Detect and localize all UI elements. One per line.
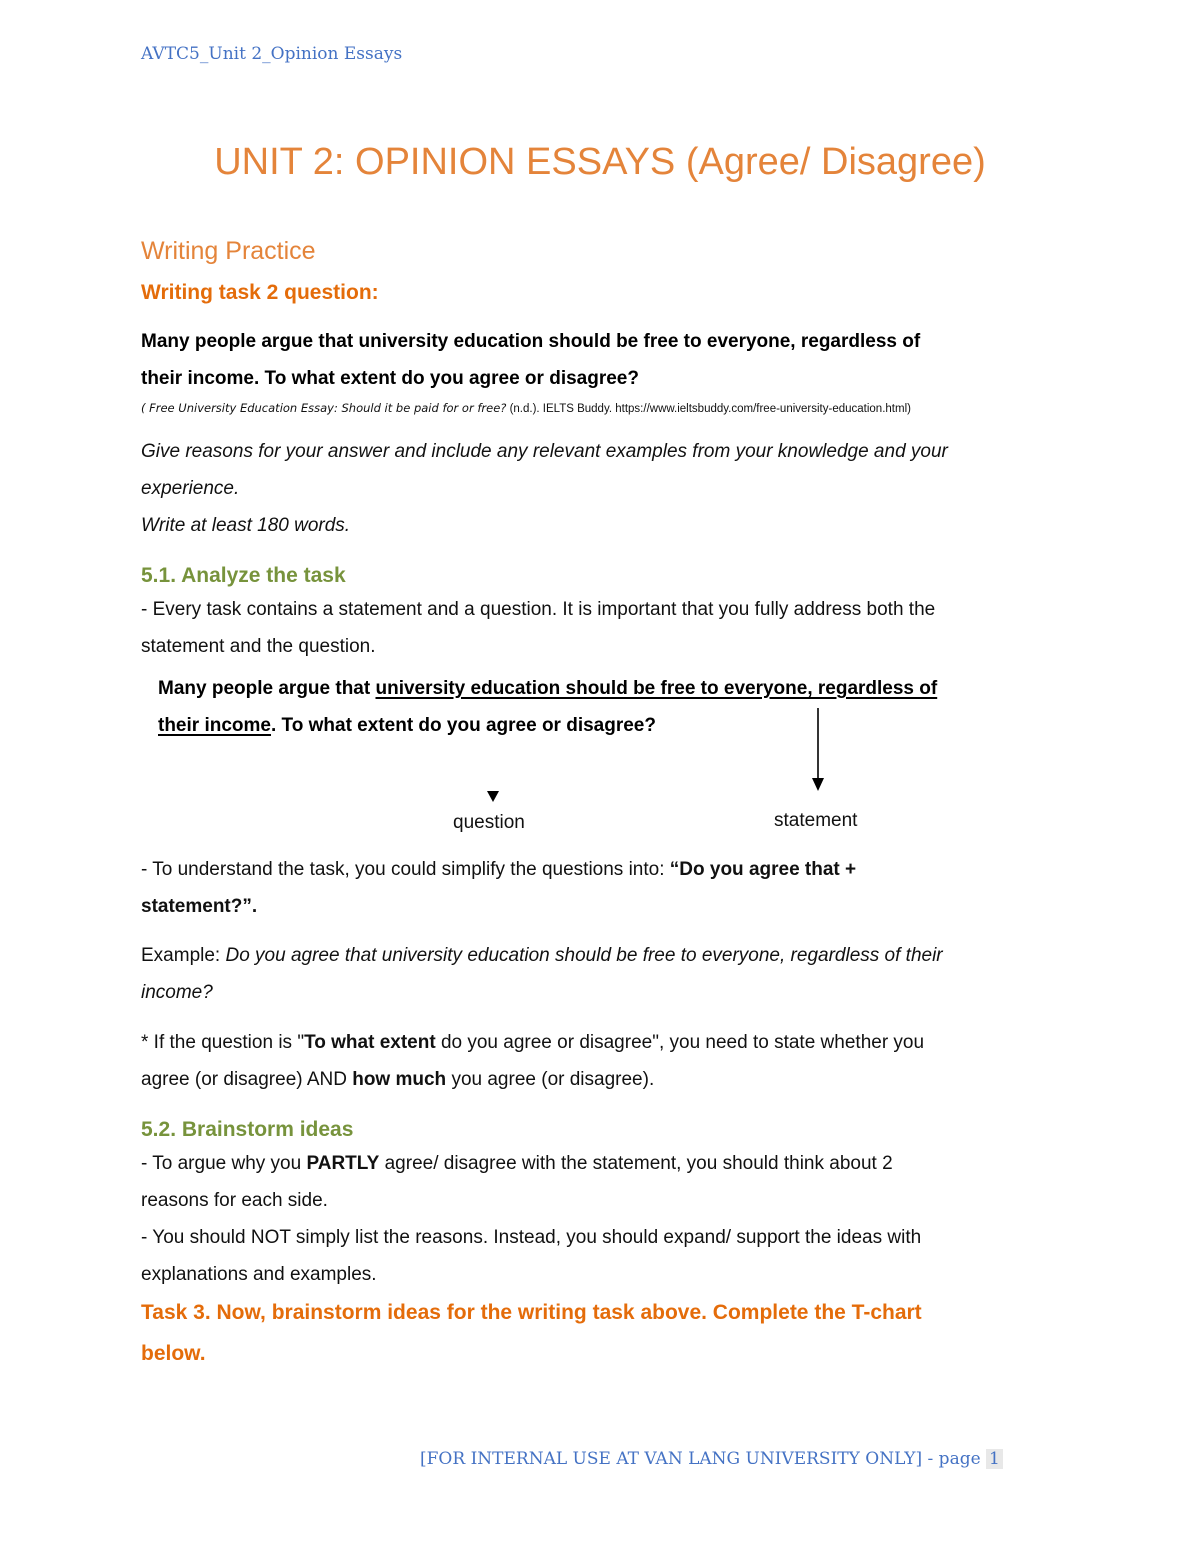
page-title: UNIT 2: OPINION ESSAYS (Agree/ Disagree) — [214, 141, 986, 183]
page-number: 1 — [986, 1449, 1003, 1469]
figure-line-1-plain: Many people argue that — [158, 678, 376, 699]
task-label: Writing task 2 question: — [141, 281, 379, 304]
extent2-bold: how much — [352, 1069, 447, 1090]
simplify-text: - To understand the task, you could simplify the questions into: — [141, 859, 670, 880]
statement-arrowhead — [812, 778, 824, 791]
running-header: AVTC5_Unit 2_Opinion Essays — [141, 44, 403, 64]
extent2-text-b: you agree (or disagree). — [446, 1069, 655, 1090]
analyze-line-1: - Every task contains a statement and a question. It is important that you fully address both the — [141, 599, 936, 620]
simplify-line-2: statement?”. — [141, 896, 258, 917]
extent-text-a: * If the question is " — [141, 1032, 305, 1053]
label-statement: statement — [774, 810, 858, 831]
brainstorm-line-4: explanations and examples. — [141, 1264, 377, 1285]
extent-line-1 — [141, 1032, 924, 1054]
brainstorm-line-3: - You should NOT simply list the reasons. Instead, you should expand/ support the ideas with — [141, 1227, 922, 1248]
question-line-2: their income. To what extent do you agree or disagree? — [141, 368, 639, 389]
extent-text-b: do you agree or disagree", you need to state whether you — [435, 1032, 925, 1053]
figure-question-plain: . To what extent do you agree or disagree? — [270, 715, 656, 736]
instruction-line-2: experience. — [141, 478, 240, 499]
question-arrowhead — [487, 791, 499, 802]
citation-rest: (n.d.). IELTS Buddy. https://www.ieltsbuddy.com/free-university-education.html) — [506, 403, 911, 415]
example-line-1 — [141, 945, 943, 967]
analyze-line-2: statement and the question. — [141, 636, 376, 657]
task3-line-1: Task 3. Now, brainstorm ideas for the writing task above. Complete the T-chart — [141, 1301, 922, 1324]
brainstorm-line-1 — [141, 1153, 893, 1175]
example-line-2: income? — [141, 982, 213, 1003]
simplify-bold: “Do you agree that + — [669, 859, 857, 880]
brainstorm-heading: 5.2. Brainstorm ideas — [141, 1118, 354, 1141]
extent-bold: To what extent — [304, 1032, 436, 1053]
example-label: Example: — [141, 945, 226, 966]
brainstorm-bold: PARTLY — [306, 1153, 380, 1174]
figure-statement-underlined-2: their income — [158, 715, 271, 736]
simplify-line-1 — [141, 859, 856, 881]
analyze-heading: 5.1. Analyze the task — [141, 564, 346, 587]
brainstorm-line-2: reasons for each side. — [141, 1190, 328, 1211]
page-footer — [420, 1449, 1003, 1469]
task3-line-2: below. — [141, 1342, 206, 1365]
footer-text: [FOR INTERNAL USE AT VAN LANG UNIVERSITY ONLY] - page — [420, 1449, 987, 1469]
figure-statement-underlined: university education should be free to everyone, regardless of — [375, 678, 938, 699]
label-question: question — [453, 812, 525, 833]
brainstorm-text-a: - To argue why you — [141, 1153, 307, 1174]
brainstorm-text-b: agree/ disagree with the statement, you should think about 2 — [379, 1153, 893, 1174]
instruction-line-1: Give reasons for your answer and include any relevant examples from your knowledge and your — [141, 441, 948, 462]
section-heading: Writing Practice — [141, 237, 316, 265]
extent-line-2 — [141, 1069, 654, 1091]
citation-italic: ( Free University Education Essay: Should it be paid for or free? — [141, 401, 507, 415]
instruction-line-3: Write at least 180 words. — [141, 515, 351, 536]
question-line-1: Many people argue that university education should be free to everyone, regardless of — [141, 331, 921, 352]
example-text: Do you agree that university education should be free to everyone, regardless of their — [225, 945, 943, 966]
extent2-text-a: agree (or disagree) AND — [141, 1069, 353, 1090]
